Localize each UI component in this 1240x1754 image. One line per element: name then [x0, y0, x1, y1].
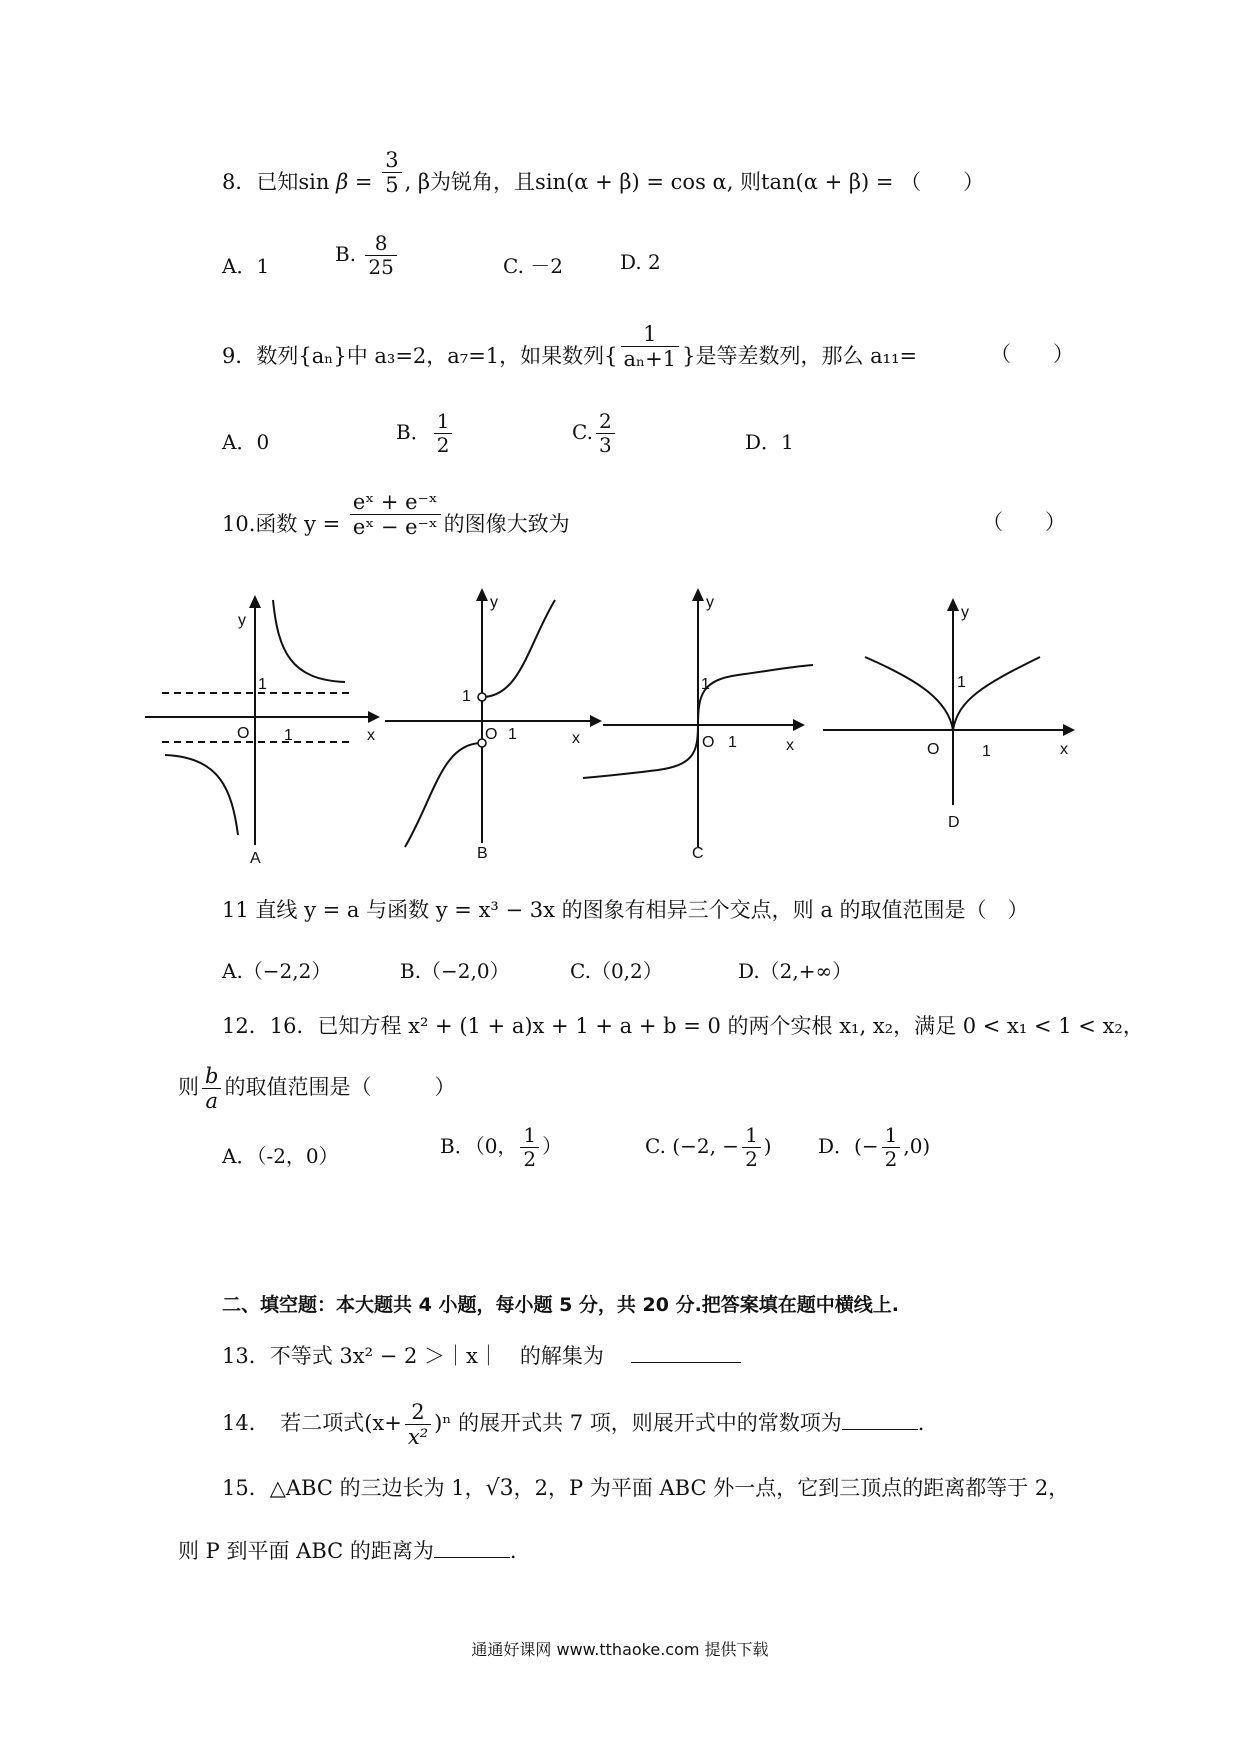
graph-c-label: C: [692, 845, 704, 862]
q12-option-a: A．（-2，0）: [222, 1144, 339, 1168]
q9-option-a: A．0: [222, 430, 270, 454]
q9-paren: （ ）: [990, 342, 1074, 366]
q10-text-after: 的图像大致为: [443, 512, 570, 537]
q8-number: 8．: [222, 170, 257, 195]
graph-d-y-label: y: [961, 604, 969, 621]
q8-line: [222, 148, 985, 198]
q12-line2-suffix: 的取值范围是（ ）: [224, 1075, 456, 1100]
graph-d-label: D: [948, 814, 960, 831]
q12-line: 12．16．已知方程 x² + (1 + a)x + 1 + a + b = 0 的两个实根 x₁, x₂，满足 0 < x₁ < 1 < x₂，: [222, 1014, 1144, 1038]
graph-d-one-y: 1: [957, 674, 966, 691]
q15-prefix: 15．△ABC 的三边长为 1，: [222, 1476, 486, 1500]
q12-b-den: 2: [523, 1147, 537, 1171]
q13-text: 13．不等式 3x² − 2 ＞｜x｜ 的解集为: [222, 1344, 604, 1368]
q11-option-d: D.（2,+∞）: [738, 959, 853, 983]
q14-fraction: [405, 1400, 431, 1449]
graph-a-curve-right: [273, 600, 345, 682]
q15-end: .: [509, 1539, 517, 1563]
graph-c-one-y: 1: [701, 676, 710, 693]
q9-number: 9．: [222, 344, 257, 369]
q9-option-b-label: B．: [396, 420, 431, 444]
graph-c-one-x: 1: [728, 734, 737, 751]
graph-b-label: B: [477, 845, 488, 862]
q10-frac-num: eˣ + e⁻ˣ: [350, 490, 441, 515]
q9-line: [222, 322, 918, 372]
q14-frac-den: x²: [407, 1425, 429, 1450]
q10-text-before: 函数 y =: [255, 512, 347, 537]
q10-frac-den: eˣ − e⁻ˣ: [352, 515, 438, 540]
q11-option-c: C.（0,2）: [570, 959, 663, 983]
q12-c-prefix: C. (−2, −: [645, 1134, 740, 1158]
graph-d-curve-right: [953, 657, 1040, 730]
q12-option-c: [645, 1124, 772, 1171]
graph-c-y-arrow: [692, 588, 704, 601]
q9-text-before: 数列{aₙ}中 a₃=2，a₇=1，如果数列{: [256, 344, 618, 369]
graph-c-y-label: y: [706, 594, 714, 611]
footer-text: 通通好课网 www.tthaoke.com 提供下载: [471, 1640, 769, 1659]
q8-beta: β: [336, 170, 349, 195]
graph-b-open-point-top: [478, 693, 486, 701]
graph-b-curve-left: [405, 743, 482, 847]
q9-option-b: [396, 410, 455, 457]
graph-a-y-arrow: [249, 595, 261, 608]
q12-fraction: [202, 1064, 221, 1113]
graph-c-x-label: x: [786, 737, 794, 754]
graph-a-curve-left: [165, 755, 238, 835]
q12-d-fraction: [882, 1124, 901, 1171]
q12-d-num: 1: [882, 1124, 901, 1148]
q10-fraction: [350, 490, 441, 539]
graph-c-curve-right: [698, 665, 813, 725]
graph-a-x-arrow: [368, 711, 380, 723]
graph-a-label: A: [250, 850, 261, 867]
q12-c-suffix: ): [763, 1134, 772, 1158]
q12-d-den: 2: [884, 1147, 898, 1171]
q15-line1: [222, 1478, 1069, 1500]
graph-b: [380, 585, 610, 870]
graph-d-curve-left: [865, 657, 953, 730]
q15-sqrt: √3: [485, 1476, 514, 1501]
q12-frac-den: a: [205, 1089, 218, 1114]
q12-option-d: [818, 1124, 930, 1171]
q12-b-prefix: B．（0，: [440, 1134, 518, 1158]
q8-frac-den: 5: [385, 173, 399, 198]
q10-number: 10.: [222, 512, 256, 537]
q8-b-num: 8: [365, 232, 396, 256]
q14-line: [222, 1400, 924, 1449]
graph-c: [578, 585, 818, 870]
q11-line: 11 直线 y = a 与函数 y = x³ − 3x 的图象有相异三个交点，则 a 的取值范围是（ ）: [222, 898, 1029, 922]
graph-d-origin: O: [927, 741, 940, 758]
q9-c-num: 2: [596, 410, 615, 434]
q8-option-b: [335, 232, 400, 279]
q10-line: [222, 490, 570, 540]
q9-option-c-fraction: [596, 410, 615, 457]
section2-header: 二、填空题：本大题共 4 小题，每小题 5 分，共 20 分.把答案填在题中横线上.: [222, 1294, 900, 1316]
q9-b-num: 1: [434, 410, 453, 434]
graph-b-curve-right: [482, 600, 555, 697]
q9-option-c: [572, 410, 618, 457]
q9-frac-den: aₙ+1: [623, 347, 677, 372]
graph-c-curve-left: [583, 725, 698, 778]
q8-eq: =: [348, 170, 380, 195]
graph-c-origin: O: [702, 734, 715, 751]
q8-option-b-fraction: [365, 232, 396, 279]
graph-c-x-arrow: [793, 719, 805, 731]
q8-prefix: 已知sin: [256, 170, 330, 195]
q11-option-b: B.（−2,0）: [400, 959, 510, 983]
graph-d-x-label: x: [1060, 741, 1068, 758]
q12-frac-num: b: [202, 1064, 221, 1089]
q8-mid: , β为锐角，且sin(α + β) = cos α, 则tan(α + β) = （ ）: [404, 170, 985, 195]
q15-line2-text: 则 P 到平面 ABC 的距离为: [178, 1539, 434, 1563]
q9-option-d: D．1: [745, 430, 794, 454]
q12-c-num: 1: [742, 1124, 761, 1148]
graph-b-y-label: y: [490, 594, 498, 611]
graph-b-one-x: 1: [508, 726, 517, 743]
graph-d-one-x: 1: [982, 743, 991, 760]
q12-option-b: [440, 1124, 562, 1171]
q8-option-c: C. －2: [503, 254, 564, 278]
q15-suffix: ，2，P 为平面 ABC 外一点，它到三顶点的距离都等于 2，: [513, 1476, 1070, 1500]
q9-frac-num: 1: [621, 322, 680, 347]
q15-answer-blank[interactable]: [434, 1557, 510, 1558]
graph-b-one-y: 1: [462, 688, 471, 705]
graph-d-y-arrow: [947, 598, 959, 611]
graph-b-x-label: x: [572, 730, 580, 747]
graph-a-one-x: 1: [284, 727, 293, 744]
q12-c-den: 2: [745, 1147, 758, 1171]
q8-fraction: [382, 148, 401, 197]
q9-option-b-fraction: [434, 410, 453, 457]
q12-line2-prefix: 则: [178, 1075, 199, 1100]
q13-line: [222, 1346, 741, 1367]
graph-a-one-y: 1: [258, 676, 267, 693]
q12-b-num: 1: [520, 1124, 539, 1148]
q9-b-den: 2: [436, 433, 450, 457]
q10-paren: （ ）: [982, 510, 1066, 534]
graph-d-x-arrow: [1063, 724, 1075, 736]
q12-b-suffix: ）: [542, 1134, 563, 1158]
q8-option-d: D. 2: [620, 250, 661, 274]
q12-d-prefix: D．(−: [818, 1134, 879, 1158]
q8-option-b-label: B.: [335, 242, 357, 266]
q8-b-den: 25: [368, 255, 394, 279]
q11-option-a: A.（−2,2）: [222, 959, 332, 983]
q14-prefix: 14． 若二项式(x+: [222, 1411, 402, 1436]
graph-a: [140, 590, 380, 870]
q9-text-after: }是等差数列，那么 a₁₁=: [682, 344, 918, 369]
q12-b-fraction: [520, 1124, 539, 1171]
q14-suffix: )ⁿ 的展开式共 7 项，则展开式中的常数项为: [434, 1411, 842, 1436]
q8-frac-num: 3: [382, 148, 401, 173]
graph-a-y-label: y: [238, 612, 246, 629]
q13-answer-blank[interactable]: [631, 1362, 741, 1363]
graph-d: [818, 595, 1088, 840]
q8-option-a: A．1: [222, 254, 270, 278]
q14-answer-blank[interactable]: [842, 1429, 918, 1430]
q9-c-den: 3: [598, 433, 612, 457]
q12-d-suffix: ,0): [903, 1134, 931, 1158]
q12-line2: [178, 1064, 455, 1113]
q14-end: .: [917, 1411, 925, 1436]
graph-a-origin: O: [237, 725, 250, 742]
graph-b-origin: O: [485, 726, 498, 743]
graph-b-y-arrow: [476, 588, 488, 601]
q15-line2: [178, 1541, 517, 1562]
q14-frac-num: 2: [405, 1400, 431, 1425]
q12-c-fraction: [742, 1124, 761, 1171]
q9-option-c-label: C.: [572, 420, 593, 444]
graph-a-x-label: x: [367, 727, 375, 744]
q9-fraction: [621, 322, 680, 371]
